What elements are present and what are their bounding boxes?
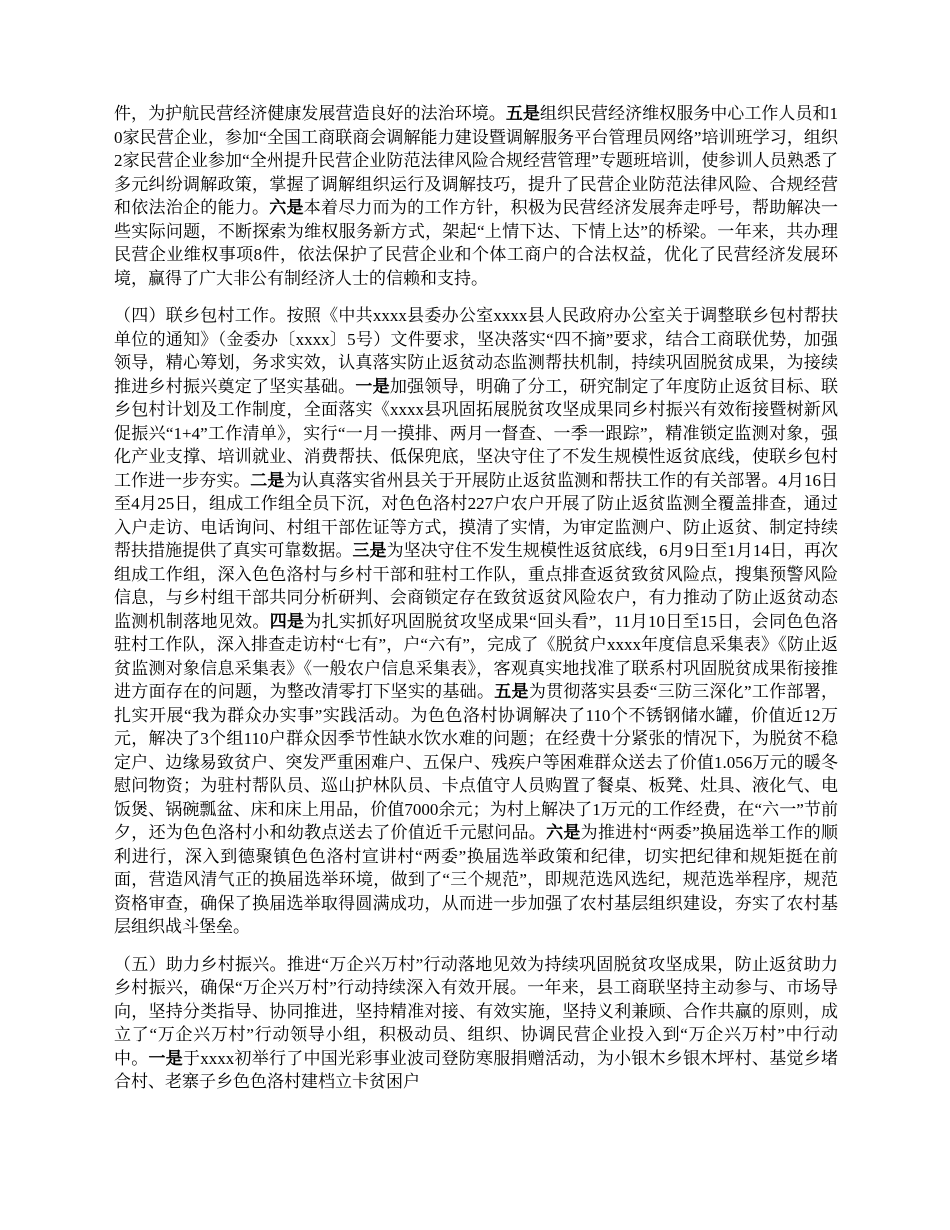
para-private-economy-rights-protection — [114, 102, 838, 290]
emphasis-text-run: 六是 — [546, 823, 581, 842]
text-run: 为贯彻落实县委“三防三深化”工作部署，扎实开展“我为群众办实事”实践活动。为色色洛村协调解决了110个不锈钢储水罐，价值近12万元，解决了3个组110户群众因季节性缺水饮水难的问题；在经费十分紧张的情况下，为脱贫不稳定户、边缘易致贫户、突发严重困难户、五保户、残疾户等困难群众送去了价值1.056万元的暖冬慰问物资；为驻村帮队员、巡山护林队员、卡点值守人员购置了餐桌、板凳、灶具、液化气、电饭煲、锅碗瓢盆、床和床上用品，价值7000余元；为村上解决了1万元的工作经费，在“六一”节前夕，还为色色洛村小和幼教点送去了价值近千元慰问品。 — [114, 682, 839, 842]
para-4-lianxiang-baocun-work — [114, 304, 838, 939]
document-body — [114, 102, 838, 1094]
emphasis-text-run: 六是 — [269, 198, 304, 217]
text-run: 加强领导，明确了分工，研究制定了年度防止返贫目标、联乡包村计划及工作制度，全面落实《xxxx县巩固拓展脱贫攻坚成果同乡村振兴有效衔接暨树新风促振兴“1+4”工作清单》，实行“一月一摸排、两月一督查、一季一跟踪”，精准锁定监测对象，强化产业支撑、培训就业、消费帮扶、低保兜底，坚决守住了不发生规模性返贫底线，使联乡包村工作进一步夯实。 — [114, 376, 839, 490]
emphasis-text-run: 五是 — [505, 104, 540, 123]
text-run: 组织民营经济维权服务中心工作人员和10家民营企业，参加“全国工商联商会调解能力建设暨调解服务平台管理员网络”培训班学习，组织2家民营企业参加“全州提升民营企业防范法律风险合规经营管理”专题班培训，使参训人员熟悉了多元纠纷调解政策，掌握了调解组织运行及调解技巧，提升了民营企业防范法律风险、合规经营和依法治企的能力。 — [114, 104, 839, 217]
emphasis-text-run: 三是 — [352, 541, 387, 560]
text-run: 为扎实抓好巩固脱贫攻坚成果“回头看”，11月10日至15日，会同色色洛驻村工作队，深入排查走访村“七有”，户“六有”，完成了《脱贫户xxxx年度信息采集表》《防止返贫监测对象信息采集表》《一般农户信息采集表》，客观真实地找准了联系村巩固脱贫成果衔接推进方面存在的问题，为整改清零打下坚实的基础。 — [114, 611, 839, 701]
text-run: （四）联乡包村工作。按照《中共xxxx县委办公室xxxx县人民政府办公室关于调整联乡包村帮扶单位的通知》（金委办〔xxxx〕5号）文件要求，坚决落实“四不摘”要求，结合工商联优势，加强领导，精心筹划，务求实效，认真落实防止返贫动态监测帮扶机制，持续巩固脱贫成果，为接续推进乡村振兴奠定了坚实基础。 — [114, 306, 838, 396]
text-run: 于xxxx初举行了中国光彩事业波司登防寒服捐赠活动，为小银木乡银木坪村、基觉乡堵合村、老寨子乡色色洛村建档立卡贫困户 — [114, 1048, 838, 1091]
text-run: 为坚决守住不发生规模性返贫底线，6月9日至1月14日，再次组成工作组，深入色色洛村与乡村干部和驻村工作队，重点排查返贫致贫风险点，搜集预警风险信息，与乡村组干部共同分析研判、会商锁定存在致贫返贫风险农户，有力推动了防止返贫动态监测机制落地见效。 — [114, 541, 839, 631]
text-run: 为推进村“两委”换届选举工作的顺利进行，深入到德聚镇色色洛村宣讲村“两委”换届选举政策和纪律，切实把纪律和规矩挺在前面，营造风清气正的换届选举环境，做到了“三个规范”，即规范选风选纪，规范选举程序，规范资格审查，确保了换届选举取得圆满成功，从而进一步加强了农村基层组织建设，夯实了农村基层组织战斗堡垒。 — [114, 823, 839, 936]
emphasis-text-run: 四是 — [269, 611, 305, 631]
text-run: 为认真落实省州县关于开展防止返贫监测和帮扶工作的有关部署。4月16日至4月25日，组成工作组全员下沉，对色色洛村227户农户开展了防止返贫监测全覆盖排查，通过入户走访、电话询问、村组干部佐证等方式，摸清了实情，为审定监测户、防止返贫、制定持续帮扶措施提供了真实可靠数据。 — [114, 470, 839, 560]
emphasis-text-run: 五是 — [494, 682, 529, 701]
emphasis-text-run: 二是 — [250, 470, 285, 490]
text-run: 本着尽力而为的工作方针，积极为民营经济发展奔走呼号，帮助解决一些实际问题，不断探索为维权服务新方式，架起“上情下达、下情上达”的桥梁。一年来，共办理民营企业维权事项8件，依法保护了民营企业和个体工商户的合法权益，优化了民营经济发展环境，赢得了广大非公有制经济人士的信赖和支持。 — [114, 198, 839, 288]
text-run: 件，为护航民营经济健康发展营造良好的法治环境。 — [114, 104, 506, 123]
text-run: （五）助力乡村振兴。推进“万企兴万村”行动落地见效为持续巩固脱贫攻坚成果，防止返贫助力乡村振兴，确保“万企兴万村”行动持续深入有效开展。一年来，县工商联坚持主动参与、市场导向，坚持分类指导、协同推进，坚持精准对接、有效实施，坚持义利兼顾、合作共赢的原则，成立了“万企兴万村”行动领导小组，积极动员、组织、协调民营企业投入到“万企兴万村”中行动中。 — [114, 954, 838, 1068]
emphasis-text-run: 一是 — [148, 1048, 183, 1068]
para-5-rural-revitalization — [114, 953, 838, 1094]
emphasis-text-run: 一是 — [355, 376, 390, 396]
